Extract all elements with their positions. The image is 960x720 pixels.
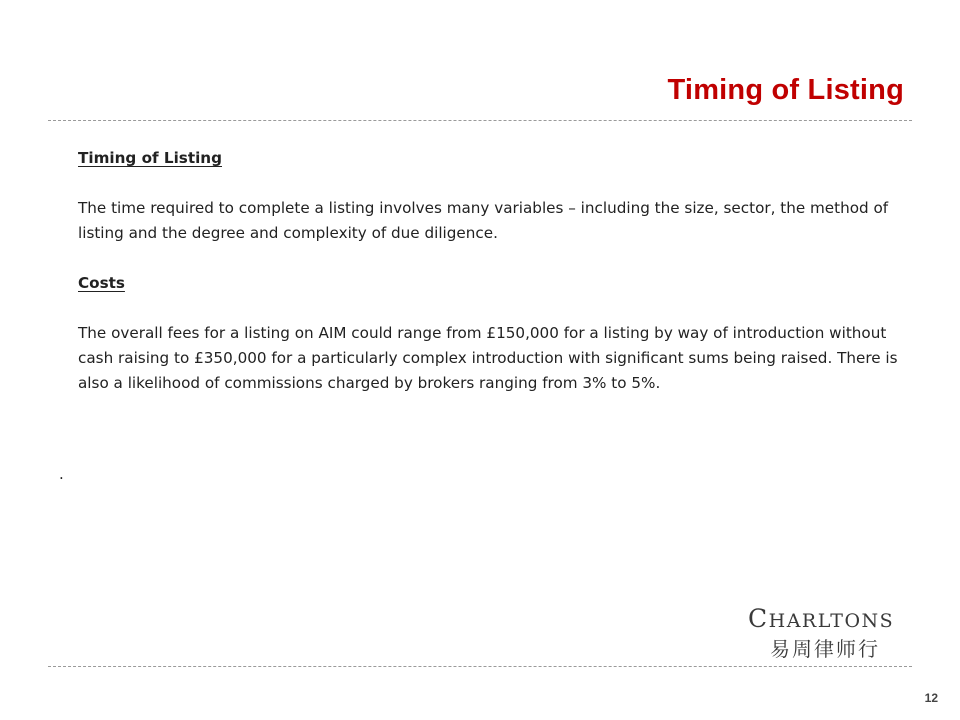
slide-content xyxy=(78,146,916,396)
charltons-logo xyxy=(748,604,918,662)
stray-mark: . xyxy=(59,465,64,483)
spacer xyxy=(78,171,916,196)
page-number: 12 xyxy=(924,691,938,705)
top-divider xyxy=(48,120,912,121)
logo-chinese-name: 易周律师行 xyxy=(770,637,880,661)
timing-paragraph: The time required to complete a listing involves many variables – including the size, sector, the method of listing and the degree and complexity of due diligence. xyxy=(78,199,889,242)
spacer xyxy=(78,296,916,321)
costs-paragraph: The overall fees for a listing on AIM could range from £150,000 for a listing by way of introduction without cash raising to £350,000 for a particularly complex introduction with significant sums being raised. There is also a likelihood of commissions charged by brokers ranging from 3% to 5%. xyxy=(78,324,898,392)
logo-initial: C xyxy=(748,604,769,633)
bottom-divider xyxy=(48,666,912,667)
section-heading-timing: Timing of Listing xyxy=(78,149,222,167)
logo-name-rest: HARLTONS xyxy=(768,610,895,632)
section-heading-costs: Costs xyxy=(78,274,125,292)
slide-title: Timing of Listing xyxy=(667,74,904,106)
spacer xyxy=(78,246,916,271)
logo-english-name xyxy=(748,604,918,636)
